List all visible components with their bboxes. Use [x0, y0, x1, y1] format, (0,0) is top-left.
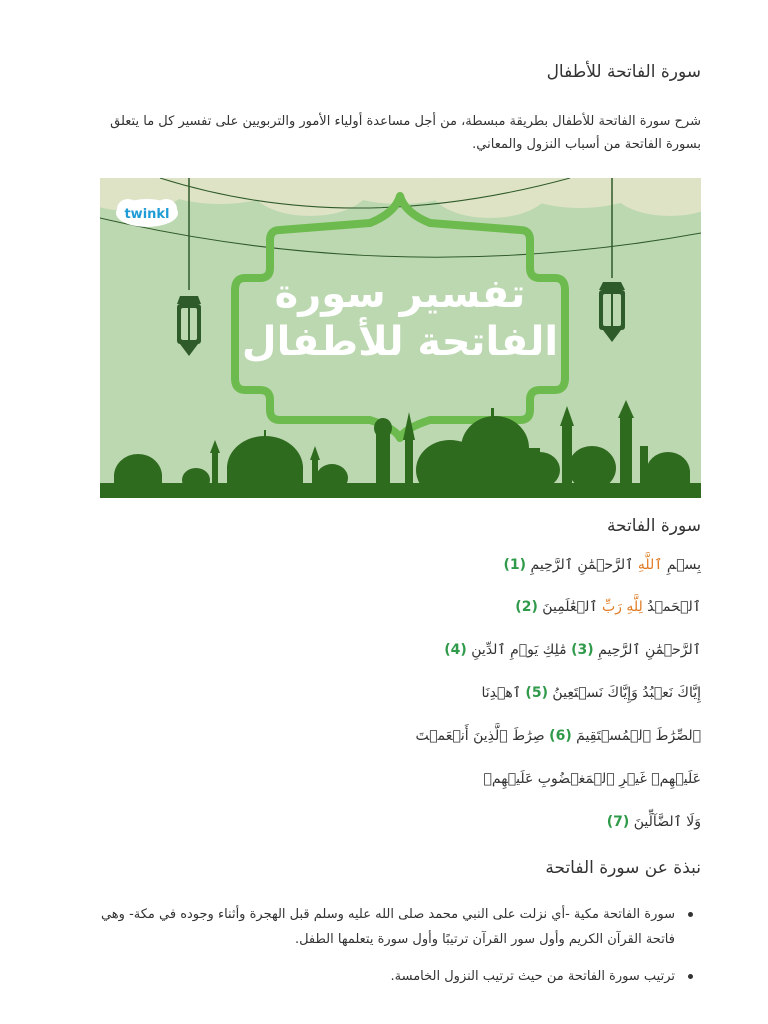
- svg-text:twinkl: twinkl: [124, 207, 170, 222]
- article-title: سورة الفاتحة للأطفال: [546, 62, 701, 82]
- verse-line: وَلَا ٱلضَّآلِّينَ (7): [606, 814, 701, 830]
- list-item: سورة الفاتحة مكية -أي نزلت على النبي محمد صلى الله عليه وسلم قبل الهجرة وأثناء وجوده في مكة- وهي فاتحة القرآن الكريم وأول سور القرآن ترتيبًا وأول سورة يتعلمها الطفل.: [100, 902, 701, 952]
- hero-title-line1: تفسير سورة: [274, 271, 526, 317]
- verse-line: إِيَّاكَ نَعۡبُدُ وَإِيَّاكَ نَسۡتَعِينُ (5) ٱهۡدِنَا: [481, 685, 701, 701]
- verse-line: بِسۡمِ ٱللَّهِ ٱلرَّحۡمَٰنِ ٱلرَّحِيمِ (1): [503, 557, 701, 573]
- mosque-skyline: [100, 400, 701, 498]
- about-list: [100, 902, 701, 989]
- lantern-left-icon: [177, 178, 201, 356]
- list-item: ترتيب سورة الفاتحة من حيث ترتيب النزول الخامسة.: [100, 964, 701, 989]
- hero-image: [100, 178, 701, 498]
- surah-heading: سورة الفاتحة: [606, 516, 701, 536]
- about-heading: نبذة عن سورة الفاتحة: [545, 858, 701, 878]
- verse-line: ٱلصِّرَٰطَ ٱلۡمُسۡتَقِيمَ (6) صِرَٰطَ ٱلَّذِينَ أَنۡعَمۡتَ: [415, 728, 701, 744]
- verse-line: ٱلۡحَمۡدُ لِلَّهِ رَبِّ ٱلۡعَٰلَمِينَ (2): [515, 599, 701, 615]
- verse-line: عَلَيۡهِمۡ غَيۡرِ ٱلۡمَغۡضُوبِ عَلَيۡهِمۡ: [483, 771, 701, 787]
- twinkl-logo: [114, 196, 180, 230]
- article-intro: شرح سورة الفاتحة للأطفال بطريقة مبسطة، من أجل مساعدة أولياء الأمور والتربويين على تفسير كل ما يتعلق بسورة الفاتحة من أسباب النزول والمعاني.: [110, 114, 701, 152]
- verse-line: ٱلرَّحۡمَٰنِ ٱلرَّحِيمِ (3) مَٰلِكِ يَوۡمِ ٱلدِّينِ (4): [444, 642, 701, 658]
- hero-title-line2: الفاتحة للأطفال: [241, 319, 559, 365]
